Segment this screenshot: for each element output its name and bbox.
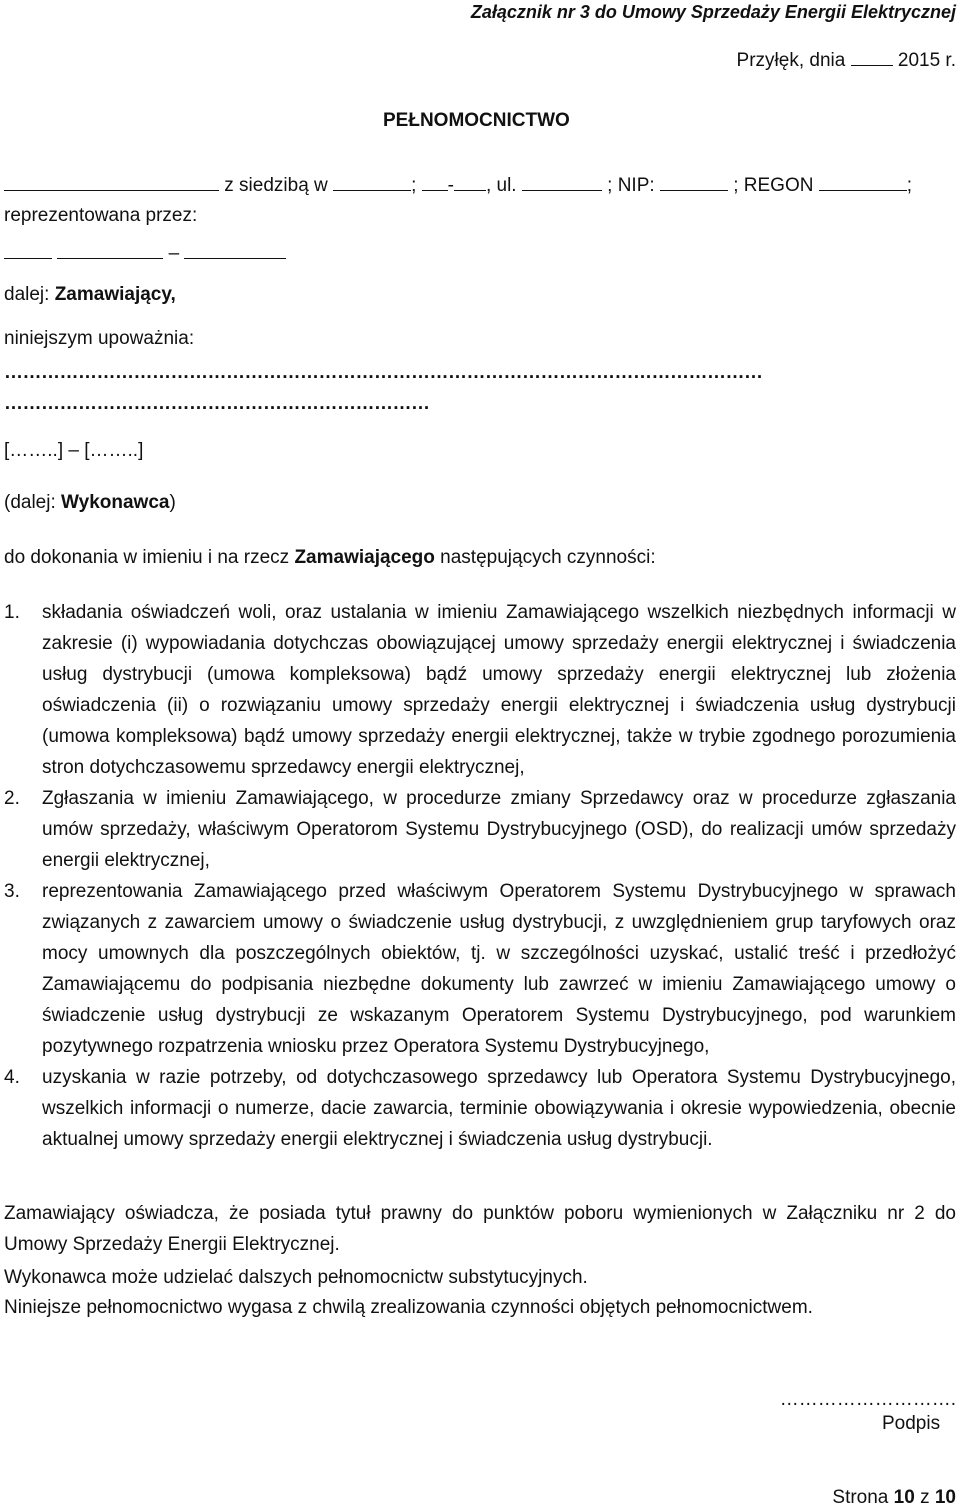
street-blank — [522, 172, 602, 191]
statement-legal-title: Zamawiający oświadcza, że posiada tytuł prawny do punktów poboru wymienionych w Załączniku nr 2 do Umowy Sprzedaży Energii Elektrycznej. — [4, 1203, 956, 1255]
sep2: - — [447, 175, 454, 196]
statement-expiry: Niniejsze pełnomocnictwo wygasa z chwilą zrealizowania czynności objętych pełnomocnictwem. — [4, 1297, 813, 1318]
list-item-number: 1. — [4, 602, 20, 623]
regon-blank — [819, 172, 907, 191]
date-line — [737, 47, 956, 72]
rep-dash: – — [168, 243, 180, 264]
contractor-open: (dalej: — [4, 492, 62, 513]
rep-blank-2 — [57, 240, 163, 259]
principal-line — [4, 172, 912, 197]
contractor-placeholder: [……..] – [……..] — [4, 440, 144, 461]
hereinafter-principal — [4, 284, 176, 306]
seat-label: z siedzibą w — [224, 175, 328, 196]
dots-line-1: …………………………………………………………………………………………………………… — [4, 362, 763, 383]
page-total: 10 — [934, 1487, 956, 1508]
scope-line — [4, 547, 656, 569]
powers-list — [4, 597, 956, 1155]
scope-suffix: następujących czynności: — [434, 547, 656, 568]
nip-blank — [660, 172, 728, 191]
postcode-blank-1 — [422, 172, 448, 191]
list-item-number: 4. — [4, 1067, 20, 1088]
list-item-number: 2. — [4, 788, 20, 809]
scope-prefix: do dokonania w imieniu i na rzecz — [4, 547, 295, 568]
principal-name-blank — [4, 172, 219, 191]
hereinafter-prefix: dalej: — [4, 284, 50, 305]
list-item-text: uzyskania w razie potrzeby, od dotychczasowego sprzedawcy lub Operatora Systemu Dystrybucyjnego, wszelkich informacji o numerze, dacie zawarcia, terminie obowiązywania i okresie wypowiedzenia, obecnie aktualnej umowy sprzedaży energii elektrycznej i świadczenia usług dystrybucji. — [42, 1067, 956, 1150]
document-header: Załącznik nr 3 do Umowy Sprzedaży Energii Elektrycznej — [470, 2, 956, 22]
representatives-line — [4, 240, 286, 265]
dots-line-2: …………………………………………………………… — [4, 393, 430, 414]
principal-line-end: ; — [906, 175, 913, 196]
scope-principal: Zamawiającego — [294, 547, 435, 568]
regon-label: ; REGON — [733, 175, 814, 196]
list-item — [4, 597, 956, 783]
seat-blank — [333, 172, 411, 191]
sep1: ; — [411, 175, 417, 196]
list-item — [4, 783, 956, 876]
date-year: 2015 r. — [897, 50, 956, 71]
postcode-blank-2 — [454, 172, 486, 191]
footer-prefix: Strona — [832, 1487, 894, 1508]
signature-label: Podpis — [882, 1413, 941, 1434]
represented-by: reprezentowana przez: — [4, 205, 198, 226]
list-item-number: 3. — [4, 881, 20, 902]
signature-dots: ………………………. — [779, 1389, 956, 1410]
rep-blank-3 — [184, 240, 286, 259]
hereinafter-contractor — [4, 492, 176, 514]
statement-substitution: Wykonawca może udzielać dalszych pełnomocnictw substytucyjnych. — [4, 1267, 588, 1288]
document-title: PEŁNOMOCNICTWO — [383, 110, 570, 131]
principal-term: Zamawiający, — [54, 284, 176, 305]
authorizes-line: niniejszym upoważnia: — [4, 328, 195, 349]
date-place: Przyłęk, dnia — [736, 50, 846, 71]
list-item-text: składania oświadczeń woli, oraz ustalania w imieniu Zamawiającego wszelkich niezbędnych informacji w zakresie (i) wypowiadania dotychczas obowiązującej umowy sprzedaży energii elektrycznej i świadczenia usług dystrybucji (umowa kompleksowa) bądź umowy sprzedaży energii elektrycznej lub złożenia oświadczenia (ii) o rozwiązaniu umowy sprzedaży energii elektrycznej i świadczenia usług dystrybucji (umowa kompleksowa) bądź umowy sprzedaży energii elektrycznej, także w trybie zgodnego porozumienia stron dotychczasowemu sprzedawcy energii elektrycznej, — [42, 602, 956, 778]
nip-label: ; NIP: — [607, 175, 655, 196]
contractor-close: ) — [169, 492, 176, 513]
rep-blank-1 — [4, 240, 52, 259]
list-item — [4, 1062, 956, 1155]
page-number: 10 — [893, 1487, 915, 1508]
contractor-term: Wykonawca — [61, 492, 170, 513]
list-item-text: Zgłaszania w imieniu Zamawiającego, w procedurze zmiany Sprzedawcy oraz w procedurze zgłaszania umów sprzedaży, właściwym Operatorom Systemu Dystrybucyjnego (OSD), do realizacji umów sprzedaży energii elektrycznej, — [42, 788, 956, 871]
date-day-blank — [851, 47, 893, 66]
street-label: , ul. — [485, 175, 517, 196]
page-footer — [832, 1487, 956, 1509]
footer-of: z — [914, 1487, 935, 1508]
list-item — [4, 876, 956, 1062]
list-item-text: reprezentowania Zamawiającego przed właściwym Operatorem Systemu Dystrybucyjnego w sprawach związanych z zawarciem umowy o świadczenie usług dystrybucji, z uwzględnieniem grup taryfowych oraz mocy umownych dla poszczególnych obiektów, tj. w szczególności uzyskać, ustalić treść i przedłożyć Zamawiającemu do podpisania niezbędne dokumenty lub zawrzeć w imieniu Zamawiającego umowy o świadczenie usług dystrybucji ze wskazanym Operatorem Systemu Dystrybucyjnego, pod warunkiem pozytywnego rozpatrzenia wniosku przez Operatora Systemu Dystrybucyjnego, — [42, 881, 956, 1057]
